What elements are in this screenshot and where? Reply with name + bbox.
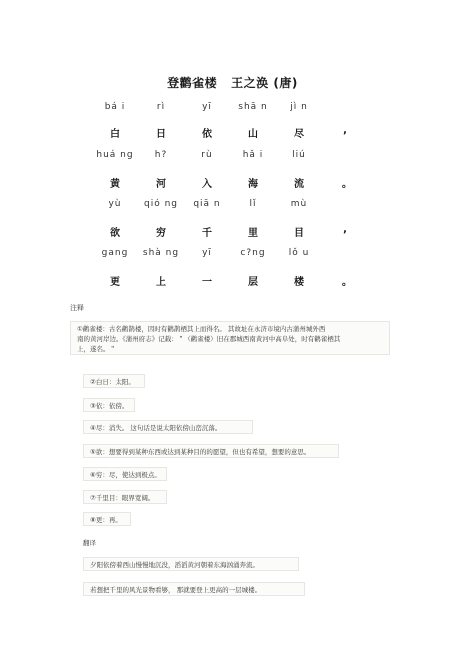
punctuation: 。 [342,277,352,288]
hanzi-row-4 [0,273,465,289]
hanzi: 欲 [110,228,120,239]
note-1-line: ①鹳雀楼：古名鹳鹊楼，因时有鹳鹊栖其上而得名。 其故址在永济市境内古蒲州城外西 [77,325,326,333]
hanzi: 黄 [110,179,120,190]
pinyin: rì [156,102,166,112]
hanzi-row-2 [0,175,465,191]
hanzi: 海 [248,179,258,190]
hanzi: 流 [294,179,304,190]
poem-title [0,74,465,91]
note-5: ⑤欲：想要得到某种东西或达到某种目的的愿望，但也有希望，想要的意思。 [83,444,339,458]
pinyin: rù [201,150,213,160]
pinyin: lǐ [249,199,257,209]
pinyin: yī [202,102,212,112]
pinyin: hǎ i [242,150,264,160]
pinyin: yī [202,248,212,258]
hanzi: 河 [156,179,166,190]
pinyin: shà ng [142,248,180,258]
hanzi: 目 [294,228,304,239]
hanzi: 千 [202,228,212,239]
pinyin-row-1 [0,102,465,118]
pinyin-row-2 [0,150,465,166]
note-1-line: 南的黄河岸边。《蒲州府志》记载：＂（鹳雀楼）旧在郡城西南黄河中高阜处，时有鹳雀栖其 [77,335,341,343]
hanzi: 日 [156,129,166,140]
pinyin: h? [154,150,168,160]
hanzi: 尽 [294,129,304,140]
note-2: ②白日：太阳。 [83,374,145,388]
hanzi: 更 [110,277,120,288]
note-7: ⑦千里目：眼界宽阔。 [83,490,167,504]
pinyin: shā n [238,102,268,112]
note-6: ⑥穷：尽，使达到极点。 [83,467,167,481]
punctuation: , [343,125,347,136]
pinyin: lǒ u [288,248,310,258]
note-3: ③依：依傍。 [83,398,135,412]
poem-author: 王之涣 (唐) [231,76,298,90]
hanzi: 穷 [156,228,166,239]
hanzi: 山 [248,129,258,140]
translation-line-2: 若想把千里的风光景物看够， 那就要登上更高的一层城楼。 [83,582,305,596]
pinyin: qió ng [144,199,178,209]
hanzi: 里 [248,228,258,239]
note-1 [70,321,390,355]
hanzi: 入 [202,179,212,190]
note-1-line: 上，遂名。＂ [77,345,116,353]
pinyin-row-3 [0,199,465,215]
pinyin-row-4 [0,248,465,264]
hanzi: 楼 [294,277,304,288]
pinyin: liú [292,150,306,160]
note-8: ⑧更：再。 [83,512,131,526]
hanzi: 白 [110,129,120,140]
punctuation: , [343,224,347,235]
hanzi: 依 [202,129,212,140]
hanzi: 层 [248,277,258,288]
pinyin: mù [290,199,308,209]
pinyin: jì n [290,102,308,112]
translation-line-1: 夕阳依傍着西山慢慢地沉没，滔滔黄河朝着东海汹涌奔流。 [83,557,299,571]
hanzi-row-1 [0,125,465,141]
hanzi-row-3 [0,224,465,240]
pinyin: c?ng [240,248,266,258]
pinyin: bá i [104,102,126,112]
pinyin: huá ng [96,150,134,160]
hanzi: 上 [156,277,166,288]
note-4: ④尽：消失。 这句话是说太阳依傍山峦沉落。 [83,420,253,434]
translation-heading: 翻译 [83,539,96,547]
pinyin: yù [108,199,122,209]
notes-heading: 注释 [70,304,84,312]
pinyin: qiā n [193,199,221,209]
poem-title-text: 登鹳雀楼 [167,76,218,90]
hanzi: 一 [202,277,212,288]
pinyin: gang [101,248,129,258]
punctuation: 。 [342,179,352,190]
